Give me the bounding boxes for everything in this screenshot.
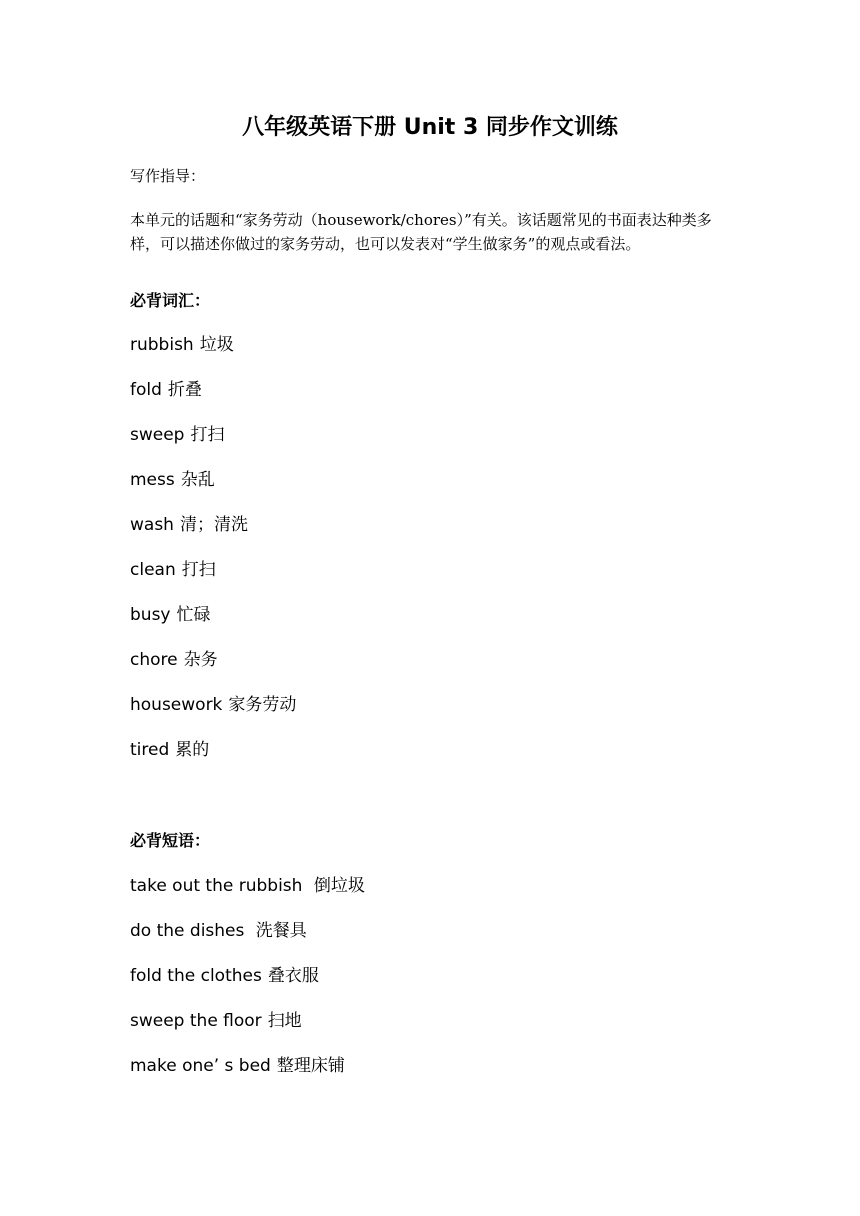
vocabulary-word: fold [130, 380, 162, 400]
phrase-english: make one’ s bed [130, 1056, 271, 1076]
phrase-english: take out the rubbish [130, 876, 303, 896]
phrase-meaning: 洗餐具 [250, 921, 307, 941]
vocabulary-meaning: 打扫 [190, 425, 225, 445]
document-title: 八年级英语下册 Unit 3 同步作文训练 [242, 115, 618, 140]
vocabulary-item [130, 648, 218, 672]
vocabulary-item [130, 693, 296, 717]
vocabulary-item [130, 378, 202, 402]
vocabulary-heading: 必背词汇： [130, 291, 211, 310]
phrase-english: sweep the floor [130, 1011, 262, 1031]
vocabulary-word: mess [130, 470, 175, 490]
vocabulary-item [130, 513, 248, 537]
phrase-english: fold the clothes [130, 966, 262, 986]
vocabulary-word: wash [130, 515, 174, 535]
phrase-english: do the dishes [130, 921, 245, 941]
vocabulary-meaning: 杂务 [183, 650, 218, 670]
phrase-meaning: 倒垃圾 [308, 876, 365, 896]
vocabulary-word: clean [130, 560, 176, 580]
vocabulary-word: housework [130, 695, 223, 715]
vocabulary-meaning: 家务劳动 [228, 695, 297, 715]
phrase-item [130, 964, 319, 988]
phrases-heading: 必背短语： [130, 831, 211, 850]
phrase-meaning: 整理床铺 [276, 1056, 345, 1076]
vocabulary-word: rubbish [130, 335, 194, 355]
vocabulary-item [130, 333, 234, 357]
vocabulary-word: busy [130, 605, 171, 625]
vocabulary-item [130, 738, 209, 762]
vocabulary-word: sweep [130, 425, 185, 445]
vocabulary-item [130, 603, 210, 627]
phrase-item [130, 1009, 302, 1033]
vocabulary-item [130, 558, 216, 582]
writing-guide-paragraph: 本单元的话题和“家务劳动（housework/chores）”有关。该话题常见的书面表达种类多样，可以描述你做过的家务劳动，也可以发表对“学生做家务”的观点或看法。 [130, 211, 712, 253]
phrase-meaning: 扫地 [267, 1011, 302, 1031]
phrase-item [130, 874, 365, 898]
phrase-meaning: 叠衣服 [267, 966, 319, 986]
vocabulary-word: tired [130, 740, 170, 760]
vocabulary-meaning: 垃圾 [199, 335, 234, 355]
vocabulary-meaning: 忙碌 [176, 605, 211, 625]
vocabulary-item [130, 468, 215, 492]
vocabulary-item [130, 423, 224, 447]
phrase-item [130, 1054, 345, 1078]
vocabulary-meaning: 杂乱 [180, 470, 215, 490]
phrase-item [130, 919, 307, 943]
vocabulary-meaning: 累的 [175, 740, 210, 760]
vocabulary-meaning: 清；清洗 [179, 515, 248, 535]
vocabulary-meaning: 折叠 [167, 380, 202, 400]
writing-guide-label: 写作指导： [130, 167, 206, 185]
vocabulary-meaning: 打扫 [181, 560, 216, 580]
vocabulary-word: chore [130, 650, 178, 670]
